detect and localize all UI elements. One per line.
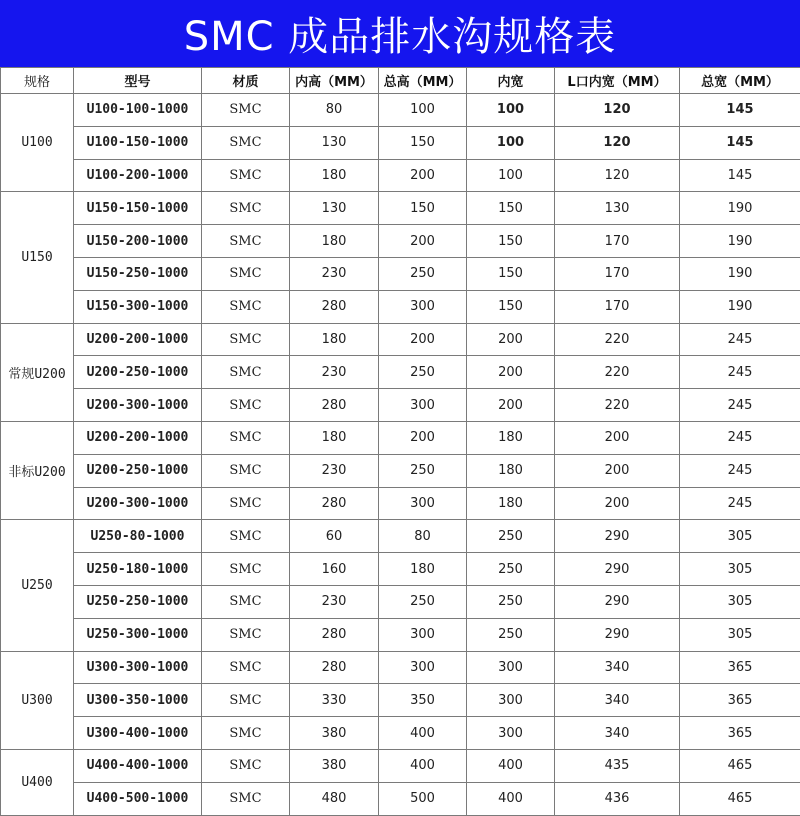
total-width-cell: 245 <box>680 356 800 389</box>
l-inner-width-cell: 120 <box>555 94 680 127</box>
table-row <box>1 749 800 782</box>
inner-width-cell: 150 <box>467 192 555 225</box>
inner-height-cell: 180 <box>290 421 379 454</box>
inner-width-cell: 300 <box>467 717 555 750</box>
inner-width-cell: 400 <box>467 782 555 815</box>
material-cell: SMC <box>202 159 290 192</box>
total-width-cell: 365 <box>680 717 800 750</box>
inner-height-cell: 280 <box>290 389 379 422</box>
total-height-cell: 300 <box>379 389 467 422</box>
inner-width-cell: 200 <box>467 356 555 389</box>
inner-width-cell: 250 <box>467 553 555 586</box>
inner-height-cell: 130 <box>290 192 379 225</box>
spec-group-label: 非标U200 <box>1 421 74 519</box>
table-row <box>1 94 800 127</box>
table-row <box>1 356 800 389</box>
table-row <box>1 585 800 618</box>
header-inner-height: 内高（MM） <box>290 68 379 94</box>
material-cell: SMC <box>202 389 290 422</box>
inner-height-cell: 60 <box>290 520 379 553</box>
l-inner-width-cell: 340 <box>555 717 680 750</box>
inner-height-cell: 280 <box>290 487 379 520</box>
model-cell: U250-180-1000 <box>74 553 202 586</box>
inner-width-cell: 100 <box>467 126 555 159</box>
material-cell: SMC <box>202 520 290 553</box>
inner-height-cell: 230 <box>290 356 379 389</box>
model-cell: U150-150-1000 <box>74 192 202 225</box>
total-width-cell: 465 <box>680 782 800 815</box>
table-row <box>1 159 800 192</box>
inner-width-cell: 100 <box>467 159 555 192</box>
l-inner-width-cell: 290 <box>555 553 680 586</box>
material-cell: SMC <box>202 684 290 717</box>
inner-width-cell: 250 <box>467 585 555 618</box>
l-inner-width-cell: 290 <box>555 618 680 651</box>
material-cell: SMC <box>202 126 290 159</box>
inner-width-cell: 150 <box>467 257 555 290</box>
total-width-cell: 305 <box>680 618 800 651</box>
table-row <box>1 192 800 225</box>
l-inner-width-cell: 200 <box>555 454 680 487</box>
total-height-cell: 200 <box>379 323 467 356</box>
material-cell: SMC <box>202 94 290 127</box>
l-inner-width-cell: 170 <box>555 290 680 323</box>
spec-group-label: U300 <box>1 651 74 749</box>
model-cell: U400-400-1000 <box>74 749 202 782</box>
model-cell: U200-200-1000 <box>74 323 202 356</box>
material-cell: SMC <box>202 487 290 520</box>
material-cell: SMC <box>202 749 290 782</box>
header-spec: 规格 <box>1 68 74 94</box>
spec-group-label: U250 <box>1 520 74 651</box>
l-inner-width-cell: 290 <box>555 585 680 618</box>
inner-width-cell: 400 <box>467 749 555 782</box>
material-cell: SMC <box>202 585 290 618</box>
table-row <box>1 717 800 750</box>
l-inner-width-cell: 130 <box>555 192 680 225</box>
inner-height-cell: 380 <box>290 717 379 750</box>
model-cell: U150-200-1000 <box>74 225 202 258</box>
inner-height-cell: 330 <box>290 684 379 717</box>
total-height-cell: 200 <box>379 225 467 258</box>
table-row <box>1 684 800 717</box>
material-cell: SMC <box>202 421 290 454</box>
total-height-cell: 80 <box>379 520 467 553</box>
header-total-height: 总高（MM） <box>379 68 467 94</box>
total-height-cell: 400 <box>379 749 467 782</box>
header-l-inner-width: L口内宽（MM） <box>555 68 680 94</box>
model-cell: U200-300-1000 <box>74 389 202 422</box>
header-model: 型号 <box>74 68 202 94</box>
inner-width-cell: 300 <box>467 684 555 717</box>
inner-height-cell: 80 <box>290 94 379 127</box>
model-cell: U100-200-1000 <box>74 159 202 192</box>
material-cell: SMC <box>202 717 290 750</box>
l-inner-width-cell: 120 <box>555 126 680 159</box>
l-inner-width-cell: 170 <box>555 257 680 290</box>
l-inner-width-cell: 290 <box>555 520 680 553</box>
material-cell: SMC <box>202 192 290 225</box>
model-cell: U100-100-1000 <box>74 94 202 127</box>
l-inner-width-cell: 436 <box>555 782 680 815</box>
page-title: SMC 成品排水沟规格表 <box>0 0 800 67</box>
inner-height-cell: 280 <box>290 290 379 323</box>
header-row <box>1 68 800 94</box>
table-row <box>1 257 800 290</box>
spec-group-label: U400 <box>1 749 74 815</box>
spec-group-label: 常规U200 <box>1 323 74 421</box>
l-inner-width-cell: 200 <box>555 487 680 520</box>
material-cell: SMC <box>202 257 290 290</box>
inner-width-cell: 200 <box>467 323 555 356</box>
material-cell: SMC <box>202 618 290 651</box>
model-cell: U300-300-1000 <box>74 651 202 684</box>
total-width-cell: 305 <box>680 585 800 618</box>
inner-height-cell: 230 <box>290 454 379 487</box>
spec-group-label: U150 <box>1 192 74 323</box>
inner-height-cell: 480 <box>290 782 379 815</box>
l-inner-width-cell: 340 <box>555 651 680 684</box>
total-width-cell: 305 <box>680 553 800 586</box>
total-width-cell: 190 <box>680 225 800 258</box>
inner-width-cell: 200 <box>467 389 555 422</box>
model-cell: U200-300-1000 <box>74 487 202 520</box>
material-cell: SMC <box>202 225 290 258</box>
total-height-cell: 150 <box>379 192 467 225</box>
total-width-cell: 365 <box>680 684 800 717</box>
table-row <box>1 782 800 815</box>
inner-width-cell: 150 <box>467 290 555 323</box>
header-total-width: 总宽（MM） <box>680 68 800 94</box>
total-width-cell: 145 <box>680 159 800 192</box>
material-cell: SMC <box>202 651 290 684</box>
total-height-cell: 300 <box>379 290 467 323</box>
table-row <box>1 323 800 356</box>
model-cell: U200-200-1000 <box>74 421 202 454</box>
total-height-cell: 180 <box>379 553 467 586</box>
table-row <box>1 290 800 323</box>
inner-width-cell: 180 <box>467 487 555 520</box>
total-width-cell: 190 <box>680 257 800 290</box>
total-width-cell: 305 <box>680 520 800 553</box>
material-cell: SMC <box>202 356 290 389</box>
model-cell: U250-250-1000 <box>74 585 202 618</box>
inner-width-cell: 100 <box>467 94 555 127</box>
inner-width-cell: 180 <box>467 454 555 487</box>
material-cell: SMC <box>202 553 290 586</box>
table-row <box>1 651 800 684</box>
model-cell: U150-250-1000 <box>74 257 202 290</box>
model-cell: U200-250-1000 <box>74 356 202 389</box>
table-row <box>1 421 800 454</box>
table-row <box>1 520 800 553</box>
total-width-cell: 245 <box>680 389 800 422</box>
total-height-cell: 500 <box>379 782 467 815</box>
total-height-cell: 300 <box>379 651 467 684</box>
l-inner-width-cell: 170 <box>555 225 680 258</box>
inner-height-cell: 180 <box>290 323 379 356</box>
model-cell: U100-150-1000 <box>74 126 202 159</box>
inner-height-cell: 130 <box>290 126 379 159</box>
model-cell: U300-350-1000 <box>74 684 202 717</box>
inner-height-cell: 280 <box>290 618 379 651</box>
inner-height-cell: 280 <box>290 651 379 684</box>
total-width-cell: 465 <box>680 749 800 782</box>
total-width-cell: 145 <box>680 126 800 159</box>
material-cell: SMC <box>202 454 290 487</box>
inner-height-cell: 380 <box>290 749 379 782</box>
table-row <box>1 618 800 651</box>
table-row <box>1 225 800 258</box>
inner-width-cell: 300 <box>467 651 555 684</box>
model-cell: U200-250-1000 <box>74 454 202 487</box>
total-width-cell: 190 <box>680 192 800 225</box>
total-height-cell: 250 <box>379 585 467 618</box>
total-height-cell: 250 <box>379 257 467 290</box>
inner-height-cell: 230 <box>290 257 379 290</box>
model-cell: U300-400-1000 <box>74 717 202 750</box>
total-height-cell: 350 <box>379 684 467 717</box>
inner-height-cell: 230 <box>290 585 379 618</box>
total-width-cell: 245 <box>680 454 800 487</box>
table-row <box>1 389 800 422</box>
model-cell: U150-300-1000 <box>74 290 202 323</box>
inner-height-cell: 180 <box>290 225 379 258</box>
table-body <box>1 94 800 816</box>
total-height-cell: 300 <box>379 487 467 520</box>
total-width-cell: 245 <box>680 421 800 454</box>
total-width-cell: 365 <box>680 651 800 684</box>
header-material: 材质 <box>202 68 290 94</box>
total-height-cell: 200 <box>379 421 467 454</box>
l-inner-width-cell: 120 <box>555 159 680 192</box>
inner-width-cell: 250 <box>467 520 555 553</box>
total-height-cell: 400 <box>379 717 467 750</box>
l-inner-width-cell: 220 <box>555 389 680 422</box>
total-height-cell: 300 <box>379 618 467 651</box>
total-width-cell: 190 <box>680 290 800 323</box>
material-cell: SMC <box>202 323 290 356</box>
spec-table <box>0 67 800 816</box>
total-height-cell: 250 <box>379 454 467 487</box>
model-cell: U250-80-1000 <box>74 520 202 553</box>
inner-width-cell: 180 <box>467 421 555 454</box>
total-height-cell: 200 <box>379 159 467 192</box>
inner-height-cell: 160 <box>290 553 379 586</box>
table-row <box>1 454 800 487</box>
inner-width-cell: 250 <box>467 618 555 651</box>
total-height-cell: 150 <box>379 126 467 159</box>
table-row <box>1 553 800 586</box>
spec-group-label: U100 <box>1 94 74 192</box>
table-row <box>1 487 800 520</box>
model-cell: U400-500-1000 <box>74 782 202 815</box>
l-inner-width-cell: 340 <box>555 684 680 717</box>
inner-width-cell: 150 <box>467 225 555 258</box>
header-inner-width: 内宽 <box>467 68 555 94</box>
material-cell: SMC <box>202 782 290 815</box>
total-width-cell: 245 <box>680 323 800 356</box>
l-inner-width-cell: 435 <box>555 749 680 782</box>
material-cell: SMC <box>202 290 290 323</box>
total-width-cell: 145 <box>680 94 800 127</box>
model-cell: U250-300-1000 <box>74 618 202 651</box>
total-height-cell: 100 <box>379 94 467 127</box>
inner-height-cell: 180 <box>290 159 379 192</box>
l-inner-width-cell: 220 <box>555 323 680 356</box>
table-row <box>1 126 800 159</box>
total-width-cell: 245 <box>680 487 800 520</box>
l-inner-width-cell: 200 <box>555 421 680 454</box>
l-inner-width-cell: 220 <box>555 356 680 389</box>
total-height-cell: 250 <box>379 356 467 389</box>
